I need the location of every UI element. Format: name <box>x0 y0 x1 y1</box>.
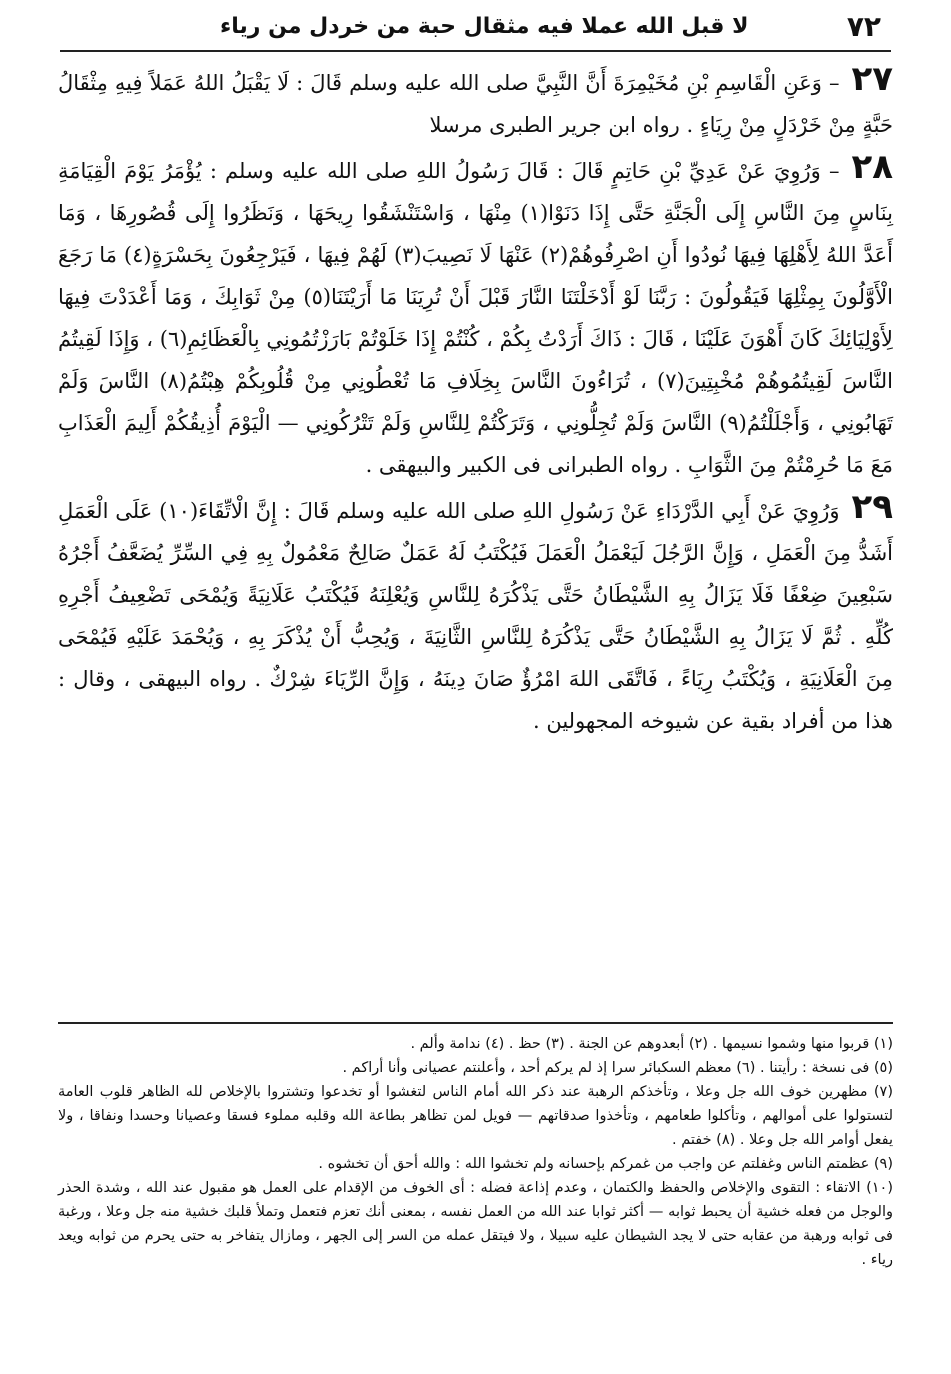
hadith-number: ٢٨ <box>851 147 893 187</box>
footnote-line: (١) قربوا منها وشموا نسيمها . (٢) أبعدوهم عن الجنة . (٣) حظ . (٤) ندامة وألم . <box>410 1036 893 1052</box>
footnote-line: (٥) فى نسخة : رأيتنا . (٦) معظم السكبائر سرا إذ لم يركم أحد ، وأعلنتم عصيانى وأنا أراكم . <box>342 1060 893 1076</box>
hadith-text: – وَرُوِيَ عَنْ عَدِيِّ بْنِ حَاتِمٍ قَالَ : قَالَ رَسُولُ اللهِ صلى الله عليه وسلم : يُؤْمَرُ يَوْمَ الْقِيَامَةِ بِنَاسٍ مِنَ النَّاسِ إِلَى الْجَنَّةِ حَتَّى إِذَا دَنَوْا(١) مِنْهَا ، وَاسْتَنْشَقُوا رِيحَهَا ، وَنَظَرُوا إِلَى قُصُورِهَا ، وَمَا أَعَدَّ اللهُ لِأَهْلِهَا فِيهَا نُودُوا أَنِ اصْرِفُوهُمْ(٢) عَنْهَا لَا نَصِيبَ(٣) لَهُمْ فِيهَا ، فَيَرْجِعُونَ بِحَسْرَةٍ(٤) مَا رَجَعَ الْأَوَّلُونَ بِمِثْلِهَا فَيَقُولُونَ : رَبَّنَا لَوْ أَدْخَلْتَنَا النَّارَ قَبْلَ أَنْ تُرِيَنَا مَا أَرَيْتَنَا(٥) مِنْ ثَوَابِكَ ، وَمَا أَعْدَدْتَ فِيهَا لِأَوْلِيَائِكَ كَانَ أَهْوَنَ عَلَيْنَا ، قَالَ : ذَاكَ أَرَدْتُ بِكُمْ ، كُنْتُمْ إِذَا خَلَوْتُمْ بَارَزْتُمُونِي بِالْعَظَائِمِ(٦) ، وَإِذَا لَقِيتُمُ النَّاسَ لَقِيتُمُوهُمْ مُخْبِتِينَ(٧) ، تُرَاءُونَ النَّاسَ بِخِلَافِ مَا تُعْطُونِي مِنْ قُلُوبِكُمْ هِبْتُمُ(٨) النَّاسَ وَلَمْ تَهَابُونِي ، وَأَجْلَلْتُمُ(٩) النَّاسَ وَلَمْ تُجِلُّونِي ، وَتَرَكْتُمْ لِلنَّاسِ وَلَمْ تَتْرُكُونِي — الْيَوْمَ أُذِيقُكُمْ أَلِيمَ الْعَذَابِ مَعَ مَا حُرِمْتُمْ مِنَ الثَّوَابِ . رواه الطبرانى فى الكبير والبيهقى . <box>58 159 894 477</box>
hadith-28 <box>58 146 893 486</box>
page-number: ٧٢ <box>846 9 881 43</box>
footnote-line: (١٠) الاتقاء : التقوى والإخلاص والحفظ والكتمان ، وعدم إذاعة فضله : أى الخوف من الإقدام على العمل هو مقبول عند الله ، وشدة الحذر والوجل من فعله خشية أن يحبط ثوابه — أكثر ثوابا عند الله من العمل نفسه ، بمعنى أنك تعزم فتعمل وتملأ قلبك خشية منه جل وعلا ، ورغبة فى ثوابه ورهبة من عقابه حتى لا يجد الشيطان عليه سبيلا ، ولا فيتقل عمله من السر إلى الجهر ، ومازال يتفاخر به حتى يحرم من ثوابه ويعد رياء . <box>58 1180 893 1268</box>
footnote-line: (٧) مظهرين خوف الله جل وعلا ، وتأخذكم الرهبة عند ذكر الله أمام الناس لتغشوا أو تخدعوا وتشتروا بالإخلاص لله الظاهر قلوب العامة لتستولوا على أموالهم ، وتأكلوا طعامهم ، وتأخذوا صدقاتهم — فويل لمن تظاهر بطاعة الله وقلبه مملوء فسقا وعصيانا وحسدا ونفاقا ، ولا يفعل أوامر الله جل وعلا . (٨) خفتم . <box>58 1084 893 1148</box>
footnote-line: (٩) عظمتم الناس وغفلتم عن واجب من غمركم بإحسانه ولم تخشوا الله : والله أحق أن تخشوه . <box>318 1156 893 1172</box>
hadith-text: – وَعَنِ الْقَاسِمِ بْنِ مُخَيْمِرَةَ أَنَّ النَّبِيَّ صلى الله عليه وسلم قَالَ : لَا يَقْبَلُ اللهُ عَمَلاً فِيهِ مِثْقَالُ حَبَّةٍ مِنْ خَرْدَلٍ مِنْ رِيَاءٍ . رواه ابن جرير الطبرى مرسلا <box>58 71 893 137</box>
hadith-29 <box>58 486 893 742</box>
hadith-number: ٢٧ <box>851 59 893 99</box>
footnotes <box>58 1032 893 1352</box>
running-title: لا قبل الله عملا فيه مثقال حبة من خردل من رياء <box>220 13 749 39</box>
hadith-number: ٢٩ <box>851 487 893 527</box>
hadith-27 <box>58 58 893 146</box>
page-header <box>60 6 891 46</box>
footnote-rule <box>58 1022 893 1024</box>
main-text <box>58 58 893 1008</box>
hadith-text: وَرُوِيَ عَنْ أَبِي الدَّرْدَاءِ عَنْ رَسُولِ اللهِ صلى الله عليه وسلم قَالَ : إِنَّ الْاتِّقَاءَ(١٠) عَلَى الْعَمَلِ أَشَدُّ مِنَ الْعَمَلِ ، وَإِنَّ الرَّجُلَ لَيَعْمَلُ الْعَمَلَ فَيُكْتَبُ لَهُ عَمَلٌ صَالِحٌ مَعْمُولٌ بِهِ فِي السِّرِّ يُضَعَّفُ أَجْرُهُ سَبْعِينَ ضِعْفًا فَلَا يَزَالُ بِهِ الشَّيْطَانُ حَتَّى يَذْكُرَهُ لِلنَّاسِ وَيُعْلِنَهُ فَيُكْتَبُ عَلَانِيَةً وَيُمْحَى تَضْعِيفُ أَجْرِهِ كُلِّهِ . ثُمَّ لَا يَزَالُ بِهِ الشَّيْطَانُ حَتَّى يَذْكُرَهُ لِلنَّاسِ الثَّانِيَةَ ، وَيُحِبُّ أَنْ يُذْكَرَ بِهِ ، وَيُحْمَدَ عَلَيْهِ فَيُمْحَى مِنَ الْعَلَانِيَةِ ، وَيُكْتَبُ رِيَاءً ، فَاتَّقَى اللهَ امْرُؤٌ صَانَ دِينَهُ ، وَإِنَّ الرِّيَاءَ شِرْكٌ . رواه البيهقى ، وقال : هذا من أفراد بقية عن شيوخه المجهولين . <box>58 499 893 733</box>
header-rule <box>60 50 891 52</box>
